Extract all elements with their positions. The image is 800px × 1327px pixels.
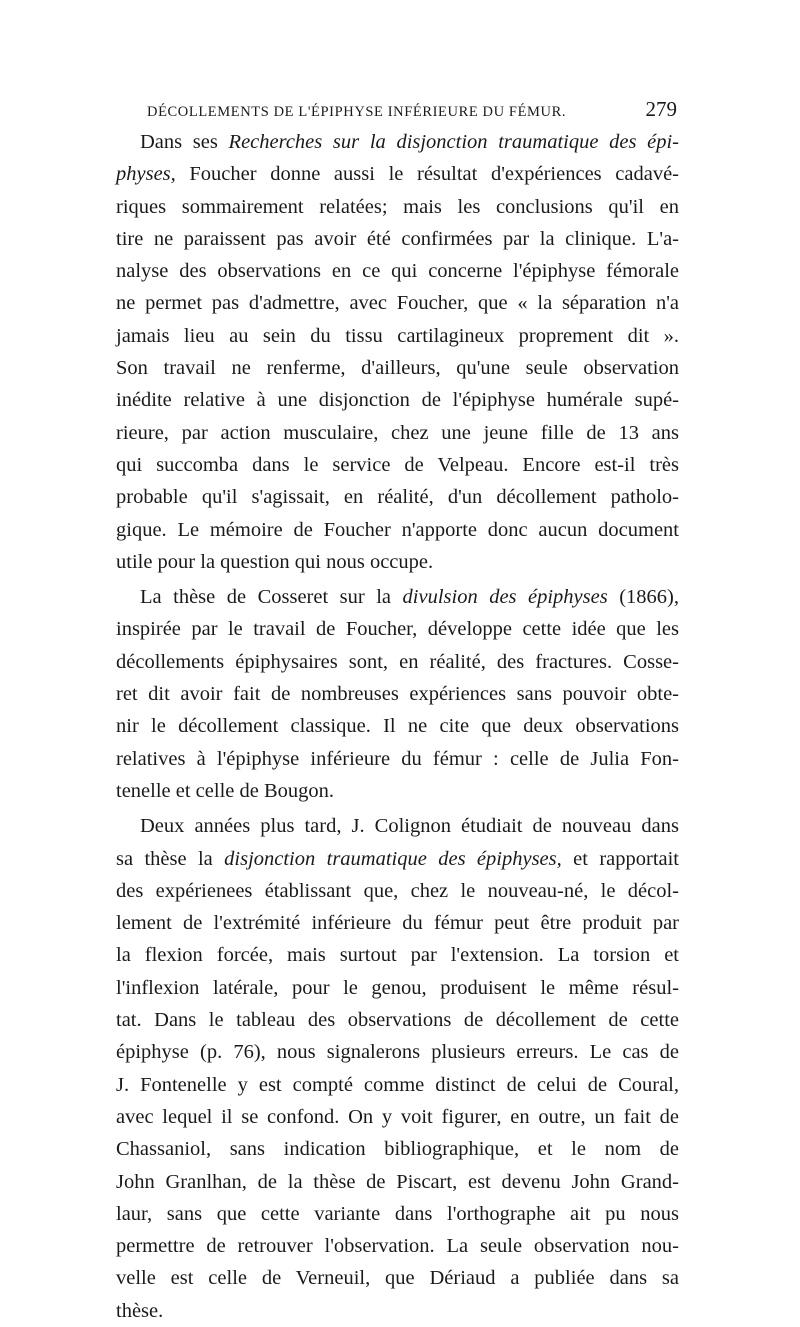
text-line: Son travail ne renferme, d'ailleurs, qu'une seule observation — [116, 357, 679, 380]
text-line: qui succomba dans le service de Velpeau. Encore est-il très — [116, 453, 679, 476]
text-line: tire ne paraissent pas avoir été confirmées par la clinique. L'a- — [116, 227, 679, 250]
text-line: l'inflexion latérale, pour le genou, produisent le même résul- — [116, 976, 679, 999]
text-line: ret dit avoir fait de nombreuses expériences sans pouvoir obte- — [116, 683, 679, 706]
text-line: Dans ses Recherches sur la disjonction traumatique des épi- — [140, 131, 680, 153]
text-line: nalyse des observations en ce qui concerne l'épiphyse fémorale — [116, 260, 679, 283]
text-line: avec lequel il se confond. On y voit figurer, en outre, un fait de — [116, 1105, 679, 1128]
text-line: jamais lieu au sein du tissu cartilagineux proprement dit ». — [116, 324, 679, 347]
text-line: La thèse de Cosseret sur la divulsion des épiphyses (1866), — [140, 586, 679, 609]
text-line: probable qu'il s'agissait, en réalité, d'un décollement patholo- — [116, 486, 679, 509]
text-line: ne permet pas d'admettre, avec Foucher, que « la séparation n'a — [116, 292, 679, 315]
paragraph — [116, 581, 679, 807]
text-line: épiphyse (p. 76), nous signalerons plusieurs erreurs. Le cas de — [116, 1041, 679, 1064]
page-number: 279 — [645, 97, 677, 121]
text-line: velle est celle de Verneuil, que Dériaud a publiée dans sa — [116, 1267, 679, 1290]
text-line: nir le décollement classique. Il ne cite que deux observations — [116, 715, 679, 738]
text-line: Deux années plus tard, J. Colignon étudiait de nouveau dans — [140, 815, 679, 838]
text-line: Chassaniol, sans indication bibliographique, et le nom de — [116, 1138, 679, 1161]
text-line: J. Fontenelle y est compté comme distinct de celui de Coural, — [116, 1073, 679, 1096]
text-line: utile pour la question qui nous occupe. — [116, 550, 434, 573]
body-text — [116, 126, 679, 1327]
text-line: relatives à l'épiphyse inférieure du fémur : celle de Julia Fon- — [116, 747, 679, 770]
text-line: laur, sans que cette variante dans l'orthographe ait pu nous — [116, 1202, 679, 1225]
paragraph — [116, 126, 679, 578]
text-line: tat. Dans le tableau des observations de décollement de cette — [116, 1009, 679, 1032]
text-line: rieure, par action musculaire, chez une jeune fille de 13 ans — [116, 421, 679, 444]
text-line: tenelle et celle de Bougon. — [116, 779, 335, 802]
text-line: riques sommairement relatées; mais les conclusions qu'il en — [116, 195, 679, 218]
text-line: physes, Foucher donne aussi le résultat d'expériences cadavé- — [116, 163, 679, 186]
text-line: inspirée par le travail de Foucher, développe cette idée que les — [116, 618, 679, 641]
text-line: décollements épiphysaires sont, en réalité, des fractures. Cosse- — [116, 650, 679, 673]
text-line: John Granlhan, de la thèse de Piscart, est devenu John Grand- — [116, 1170, 679, 1193]
text-line: la flexion forcée, mais surtout par l'extension. La torsion et — [116, 944, 679, 967]
text-line: lement de l'extrémité inférieure du fémur peut être produit par — [116, 912, 679, 935]
running-title: DÉCOLLEMENTS DE L'ÉPIPHYSE INFÉRIEURE DU FÉMUR. — [147, 104, 567, 120]
text-line: permettre de retrouver l'observation. La seule observation nou- — [116, 1235, 679, 1258]
text-line: des expérienees établissant que, chez le nouveau-né, le décol- — [116, 879, 679, 902]
text-line: gique. Le mémoire de Foucher n'apporte donc aucun document — [116, 518, 679, 541]
text-line: sa thèse la disjonction traumatique des épiphyses, et rapportait — [116, 847, 680, 870]
text-line: thèse. — [116, 1299, 164, 1322]
text-line: inédite relative à une disjonction de l'épiphyse humérale supé- — [116, 389, 679, 412]
paragraph — [116, 810, 679, 1327]
page-header — [147, 97, 677, 122]
